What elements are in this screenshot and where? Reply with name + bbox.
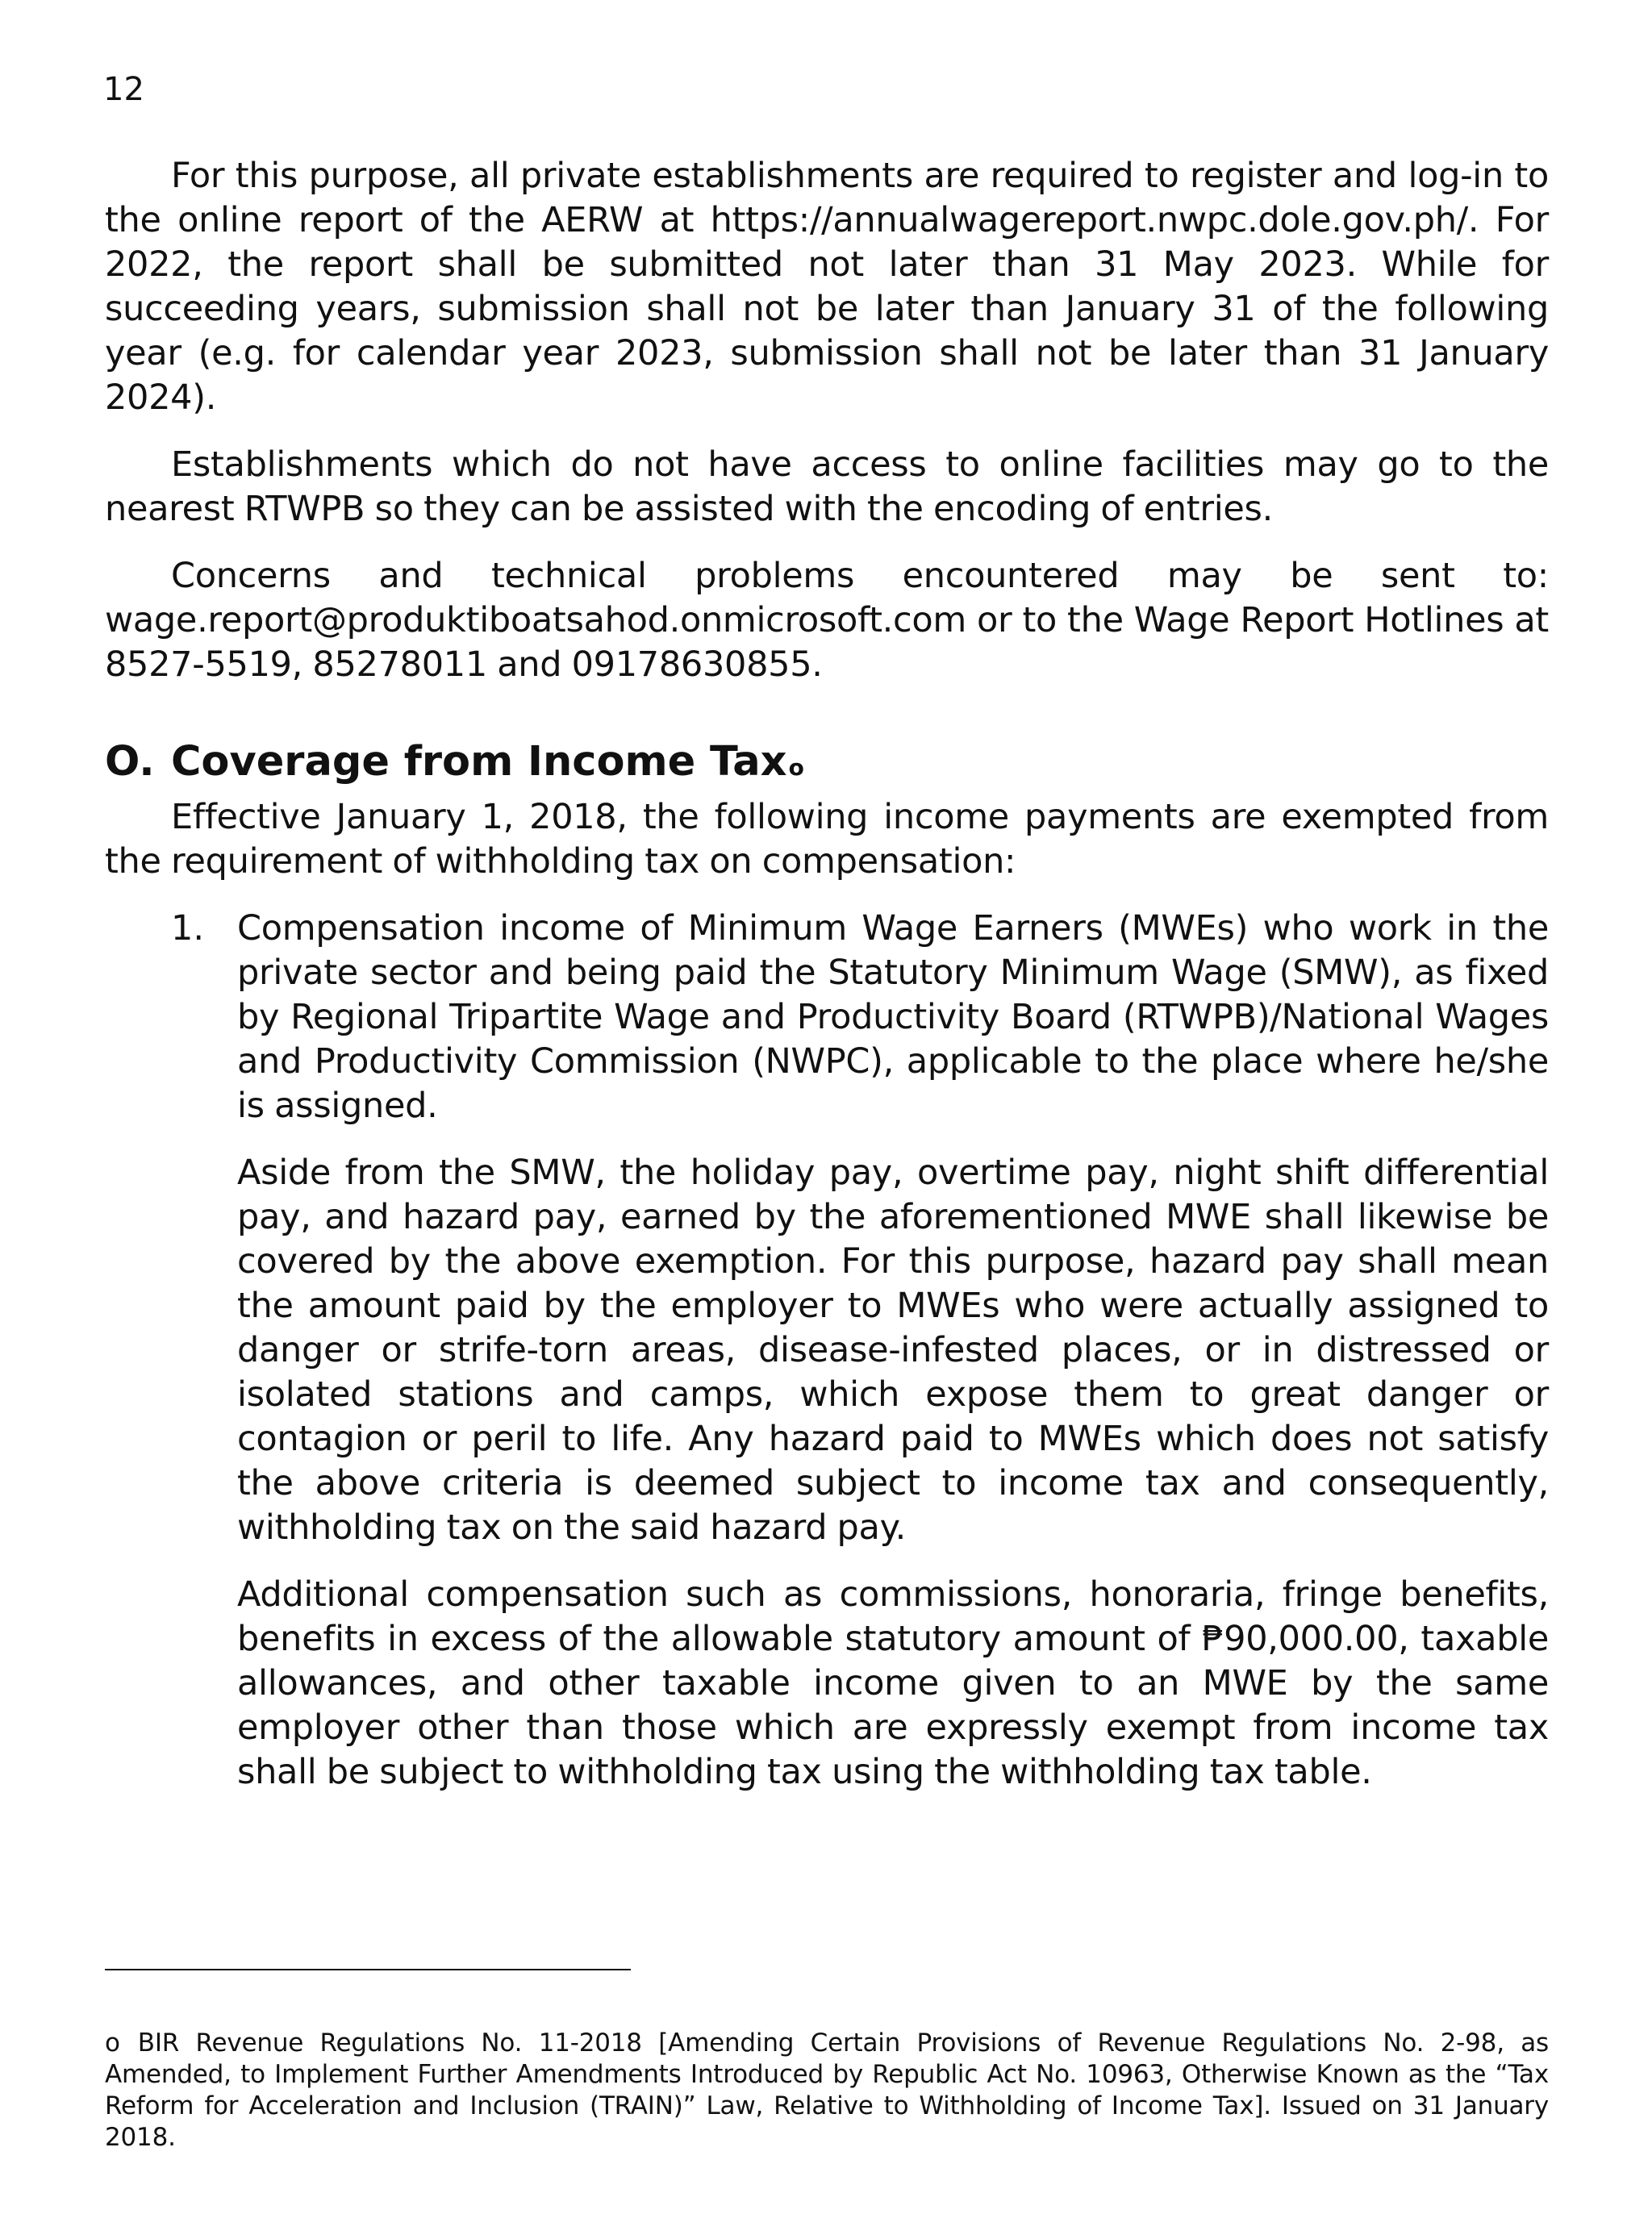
list-item-body <box>237 907 1549 1795</box>
paragraph-registration: For this purpose, all private establishments are required to register and log-in to the online report of the AERW at https://annualwagereport.nwpc.dole.gov.ph/. For 2022, the report shall be submitted not later than 31 May 2023. While for succeeding years, submission shall not be later than January 31 of the following year (e.g. for calendar year 2023, submission shall not be later than 31 January 2024). <box>105 156 1549 418</box>
paragraph-concerns-contact: Concerns and technical problems encountered may be sent to: wage.report@produktiboatsahod.onmicrosoft.com or to the Wage Report Hotlines at 8527-5519, 85278011 and 09178630855. <box>105 556 1549 685</box>
footnote <box>105 2028 1549 2154</box>
page-number: 12 <box>103 71 144 108</box>
section-title: Coverage from Income Tax <box>171 738 787 786</box>
exemption-list <box>105 907 1549 1795</box>
footnote-divider <box>105 1969 631 1970</box>
list-item-paragraph: Aside from the SMW, the holiday pay, overtime pay, night shift differential pay, and hazard pay, earned by the aforementioned MWE shall likewise be covered by the above exemption. For this purpose, hazard pay shall mean the amount paid by the employer to MWEs who were actually assigned to danger or strife-torn areas, disease-infested places, or in distressed or isolated stations and camps, which expose them to great danger or contagion or peril to life. Any hazard paid to MWEs which does not satisfy the above criteria is deemed subject to income tax and consequently, withholding tax on the said hazard pay. <box>237 1153 1549 1548</box>
paragraph-offline-assistance: Establishments which do not have access to online facilities may go to the nearest RTWPB so they can be assisted with the encoding of entries. <box>105 444 1549 529</box>
section-letter: O. <box>105 738 155 786</box>
footnote-text: BIR Revenue Regulations No. 11-2018 [Amending Certain Provisions of Revenue Regulations No. 2-98, as Amended, to Implement Further Amendments Introduced by Republic Act No. 10963, Otherwise Known as the “Tax Reform for Acceleration and Inclusion (TRAIN)” Law, Relative to Withholding of Income Tax]. Issued on 31 January 2018. <box>105 2028 1549 2152</box>
section-intro: Effective January 1, 2018, the following income payments are exempted from the requirement of withholding tax on compensation: <box>105 797 1549 882</box>
main-content <box>105 154 1549 1795</box>
list-item <box>105 907 1549 1795</box>
list-item-paragraph: Compensation income of Minimum Wage Earners (MWEs) who work in the private sector and being paid the Statutory Minimum Wage (SMW), as fixed by Regional Tripartite Wage and Productivity Board (RTWPB)/National Wages and Productivity Commission (NWPC), applicable to the place where he/she is assigned. <box>237 908 1549 1126</box>
list-item-paragraph: Additional compensation such as commissions, honoraria, fringe benefits, benefits in excess of the allowable statutory amount of ₱90,000.00, taxable allowances, and other taxable income given to an MWE by the same employer other than those which are expressly exempt from income tax shall be subject to withholding tax using the withholding tax table. <box>237 1574 1549 1792</box>
footnote-marker: o <box>105 2028 120 2058</box>
section-heading: O. Coverage from Income Tax o <box>105 736 1549 789</box>
list-item-number: 1. <box>171 908 205 949</box>
